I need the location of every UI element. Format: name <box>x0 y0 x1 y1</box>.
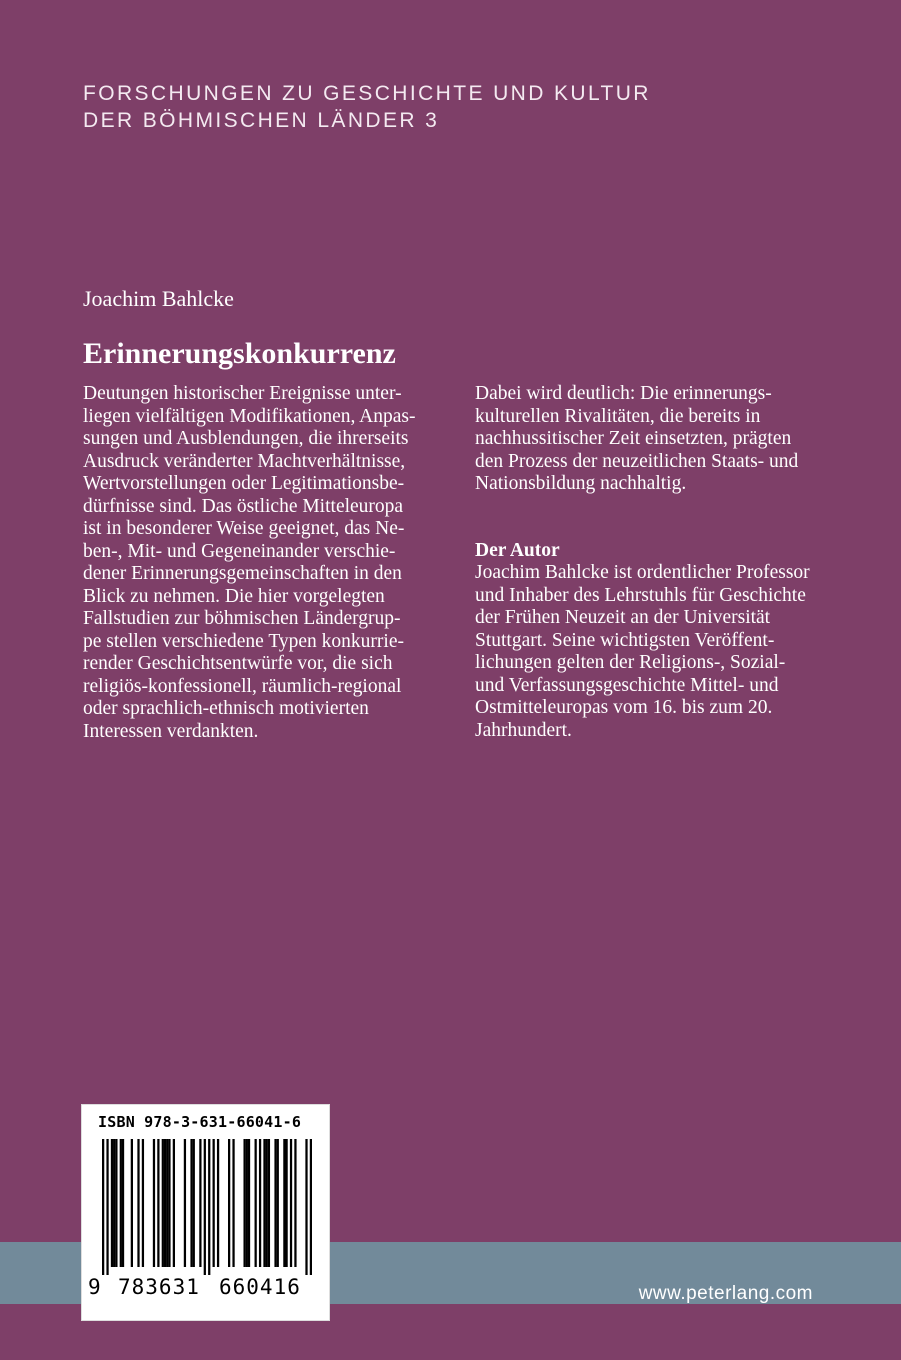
blurb-line: dener Erinnerungsgemeinschaften in den <box>83 563 402 584</box>
barcode-bar <box>246 1139 248 1267</box>
barcode-bar <box>102 1139 104 1275</box>
blurb-line: liegen vielfältigen Modifikationen, Anpas- <box>83 405 416 427</box>
barcode-bar <box>228 1139 230 1267</box>
author-bio-line: und Inhaber des Lehrstuhls für Geschichte <box>475 584 806 606</box>
book-title: Erinnerungskonkurrenz <box>83 337 396 370</box>
blurb-line: Wertvorstellungen oder Legitimationsbe- <box>83 473 405 494</box>
blurb-line: Blick zu nehmen. Die hier vorgelegten <box>83 585 385 607</box>
barcode-bar <box>268 1139 270 1267</box>
author-bio-line: lichungen gelten der Religions-, Sozial- <box>475 652 786 673</box>
barcode-bar <box>217 1139 219 1267</box>
ean-right-group: 660416 <box>219 1275 301 1299</box>
barcode-bar <box>248 1139 250 1267</box>
blurb-line: den Prozess der neuzeitlichen Staats- und <box>475 450 799 472</box>
barcode-bar <box>290 1139 292 1267</box>
barcode-bar <box>283 1139 285 1267</box>
barcode-bar <box>106 1139 108 1275</box>
ean-first-digit: 9 <box>88 1275 101 1299</box>
barcode-bar <box>266 1139 268 1267</box>
publisher-url: www.peterlang.com <box>638 1283 813 1304</box>
blurb-line: ist in besonderer Weise geeignet, das Ne- <box>83 518 405 539</box>
author-bio-line: Joachim Bahlcke ist ordentlicher Professor <box>475 562 810 583</box>
barcode-bar <box>204 1139 206 1275</box>
barcode-bar <box>255 1139 257 1267</box>
barcode-bar <box>285 1139 287 1267</box>
barcode-bar <box>199 1139 201 1267</box>
ean-left-group: 783631 <box>118 1275 200 1299</box>
barcode-bar <box>168 1139 170 1267</box>
barcode-bar <box>153 1139 155 1267</box>
barcode-bar <box>113 1139 115 1267</box>
barcode-bar <box>122 1139 124 1267</box>
barcode-bar <box>164 1139 166 1267</box>
barcode-bar <box>294 1139 296 1267</box>
barcode-bar <box>232 1139 234 1267</box>
barcode-bar <box>115 1139 117 1267</box>
isbn-barcode <box>81 1104 330 1321</box>
barcode-bar <box>305 1139 307 1275</box>
blurb-line: Ausdruck veränderter Machtverhältnisse, <box>83 450 406 472</box>
barcode-bar <box>157 1139 159 1267</box>
series-title-line-2: DER BÖHMISCHEN LÄNDER 3 <box>83 109 440 132</box>
blurb-line: Dabei wird deutlich: Die erinnerungs- <box>475 383 772 404</box>
barcode-bar <box>173 1139 175 1267</box>
author-bio-line: und Verfassungsgeschichte Mittel- und <box>475 674 779 696</box>
barcode-bar <box>277 1139 279 1267</box>
blurb-line: dürfnisse sind. Das östliche Mitteleuropa <box>83 495 404 517</box>
barcode-bar <box>120 1139 122 1267</box>
barcode-bar <box>274 1139 276 1267</box>
blurb-line: render Geschichtsentwürfe vor, die sich <box>83 653 393 674</box>
barcode-bar <box>137 1139 139 1267</box>
barcode-bar <box>243 1139 245 1267</box>
blurb-line: kulturellen Rivalitäten, die bereits in <box>475 405 761 427</box>
author-bio-line: Jahrhundert. <box>475 719 572 741</box>
blurb-line: nachhussitischer Zeit einsetzten, prägten <box>475 428 792 449</box>
blurb-line: Nationsbildung nachhaltig. <box>475 473 687 494</box>
barcode-bar <box>190 1139 192 1267</box>
blurb-line: ben-, Mit- und Gegeneinander verschie- <box>83 540 396 562</box>
barcode-bar <box>166 1139 168 1267</box>
barcode-bar <box>263 1139 265 1267</box>
blurb-line: religiös-konfessionell, räumlich-regional <box>83 675 402 697</box>
blurb-line: pe stellen verschiedene Typen konkurrie- <box>83 630 404 652</box>
barcode-bar <box>213 1139 215 1267</box>
author-bio-line: Stuttgart. Seine wichtigsten Veröffent- <box>475 629 775 651</box>
barcode-bar <box>184 1139 186 1267</box>
author-bio-heading: Der Autor <box>475 539 560 561</box>
author-name: Joachim Bahlcke <box>83 286 234 311</box>
blurb-left-column <box>83 383 463 743</box>
barcode-bar <box>259 1139 261 1267</box>
blurb-right-column <box>475 383 855 742</box>
barcode-bar <box>131 1139 133 1267</box>
author-bio-line: der Frühen Neuzeit an der Universität <box>475 607 771 628</box>
barcode-bar <box>111 1139 113 1267</box>
isbn-label: ISBN 978-3-631-66041-6 <box>98 1113 302 1131</box>
blurb-line: sungen und Ausblendungen, die ihrerseits <box>83 428 409 449</box>
series-title <box>83 80 651 134</box>
series-title-line-1: FORSCHUNGEN ZU GESCHICHTE UND KULTUR <box>83 82 651 105</box>
barcode-bar <box>193 1139 195 1267</box>
barcode-bars <box>102 1139 312 1275</box>
blurb-line: Deutungen historischer Ereignisse unter- <box>83 383 402 404</box>
barcode-bar <box>142 1139 144 1267</box>
blurb-line: oder sprachlich-ethnisch motivierten <box>83 698 369 719</box>
blurb-line: Interessen verdankten. <box>83 720 259 742</box>
barcode-bar <box>310 1139 312 1275</box>
barcode-bar <box>208 1139 210 1275</box>
barcode-bar <box>162 1139 164 1267</box>
blurb-line: Fallstudien zur böhmischen Ländergrup- <box>83 608 401 629</box>
author-bio-line: Ostmitteleuropas vom 16. bis zum 20. <box>475 697 773 718</box>
